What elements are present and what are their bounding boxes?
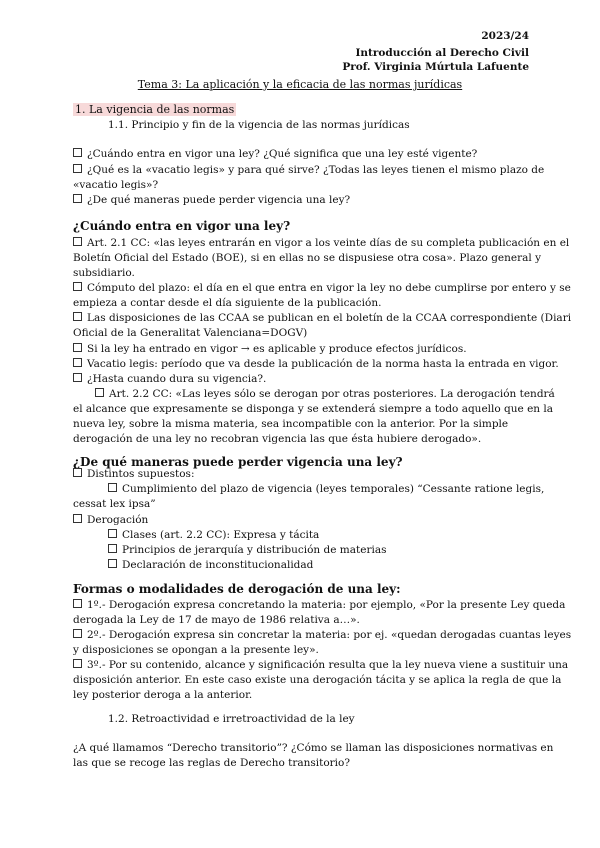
- subsection-heading: 1.2. Retroactividad e irretroactividad de la ley: [108, 713, 355, 725]
- question-item: ¿Cuándo entra en vigor una ley? ¿Qué significa que una ley esté vigente?: [73, 147, 528, 162]
- text-line: Derogación: [73, 513, 528, 528]
- checkbox-icon: [95, 388, 104, 397]
- text-line: Boletín Oficial del Estado (BOE), si en ellas no se dispusiese otra cosa». Plazo general y: [73, 252, 542, 264]
- text-line: 1º.- Derogación expresa concretando la materia: por ejemplo, «Por la presente Ley queda: [73, 598, 528, 613]
- checkbox-icon: [108, 559, 117, 568]
- forms-heading: Formas o modalidades de derogación de una ley:: [73, 582, 401, 596]
- checkbox-icon: [73, 659, 82, 668]
- text-line: el alcance que expresamente se disponga y se extenderá siempre a todo aquello que en la: [73, 403, 553, 415]
- text-line: ley posterior deroga a la anterior.: [73, 689, 253, 701]
- checkbox-icon: [73, 237, 82, 246]
- checkbox-icon: [73, 468, 82, 477]
- question-item: ¿De qué maneras puede perder vigencia una ley?: [73, 193, 528, 208]
- text-line: Cumplimiento del plazo de vigencia (leyes temporales) “Cessante ratione legis,: [108, 482, 563, 497]
- text-line: nueva ley, sobre la misma materia, sea incompatible con la anterior. Por la simple: [73, 418, 509, 430]
- question-item-cont: «vacatio legis»?: [73, 179, 159, 191]
- checkbox-icon: [108, 529, 117, 538]
- checkbox-icon: [108, 544, 117, 553]
- text-line: disposición anterior. En este caso existe una derogación tácita y se aplica la regla de que la: [73, 674, 562, 686]
- header-year: 2023/24: [481, 30, 529, 42]
- text-line: Art. 2.1 CC: «las leyes entrarán en vigor a los veinte días de su completa publicación en el: [73, 236, 528, 251]
- text-line: las que se recoge las reglas de Derecho transitorio?: [73, 757, 350, 769]
- checkbox-icon: [73, 164, 82, 173]
- checkbox-icon: [73, 358, 82, 367]
- when-heading: ¿Cuándo entra en vigor una ley?: [73, 219, 291, 233]
- text-line: Si la ley ha entrado en vigor → es aplicable y produce efectos jurídicos.: [73, 342, 528, 357]
- checkbox-icon: [108, 483, 117, 492]
- text-line: ¿Hasta cuando dura su vigencia?.: [73, 372, 528, 387]
- header-professor: Prof. Virginia Múrtula Lafuente: [342, 61, 529, 73]
- text-line: Clases (art. 2.2 CC): Expresa y tácita: [108, 528, 563, 543]
- checkbox-icon: [73, 373, 82, 382]
- text-line: cessat lex ipsa”: [73, 498, 156, 510]
- document-title: Tema 3: La aplicación y la eficacia de las normas jurídicas: [137, 78, 463, 91]
- text-line: Oficial de la Generalitat Valenciana=DOGV): [73, 327, 308, 339]
- text-line: derogación de una ley no recobran vigencia las que ésta hubiere derogado».: [73, 433, 482, 445]
- question-item: ¿Qué es la «vacatio legis» y para qué sirve? ¿Todas las leyes tienen el mismo plazo de: [73, 163, 528, 178]
- text-line: Principios de jerarquía y distribución de materias: [108, 543, 563, 558]
- section-heading: 1. La vigencia de las normas: [75, 103, 235, 116]
- lose-heading: ¿De qué maneras puede perder vigencia una ley?: [73, 455, 403, 469]
- text-line: 3º.- Por su contenido, alcance y significación resulta que la ley nueva viene a sustituir una: [73, 658, 528, 673]
- checkbox-icon: [73, 343, 82, 352]
- text-line: Las disposiciones de las CCAA se publican en el boletín de la CCAA correspondiente (Diari: [73, 311, 528, 326]
- checkbox-icon: [73, 629, 82, 638]
- checkbox-icon: [73, 148, 82, 157]
- checkbox-icon: [73, 514, 82, 523]
- checkbox-icon: [73, 599, 82, 608]
- header-course: Introducción al Derecho Civil: [355, 47, 529, 59]
- checkbox-icon: [73, 194, 82, 203]
- text-line: Vacatio legis: período que va desde la publicación de la norma hasta la entrada en vigor.: [73, 357, 528, 372]
- subsection-heading: 1.1. Principio y fin de la vigencia de las normas jurídicas: [108, 119, 410, 131]
- text-line: 2º.- Derogación expresa sin concretar la materia: por ej. «quedan derogadas cuantas leyes: [73, 628, 528, 643]
- text-line: ¿A qué llamamos “Derecho transitorio”? ¿Cómo se llaman las disposiciones normativas en: [73, 742, 554, 754]
- text-line: Declaración de inconstitucionalidad: [108, 558, 563, 573]
- text-line: subsidiario.: [73, 267, 135, 279]
- text-line: Distintos supuestos:: [73, 467, 528, 482]
- text-line: derogada la Ley de 17 de mayo de 1986 relativa a…».: [73, 614, 360, 626]
- text-line: Cómputo del plazo: el día en el que entra en vigor la ley no debe cumplirse por entero y se: [73, 281, 528, 296]
- checkbox-icon: [73, 282, 82, 291]
- text-line: empieza a contar desde el día siguiente de la publicación.: [73, 297, 382, 309]
- text-line: Art. 2.2 CC: «Las leyes sólo se derogan por otras posteriores. La derogación tendrá: [73, 387, 528, 402]
- checkbox-icon: [73, 312, 82, 321]
- text-line: y disposiciones se opongan a la presente ley».: [73, 644, 319, 656]
